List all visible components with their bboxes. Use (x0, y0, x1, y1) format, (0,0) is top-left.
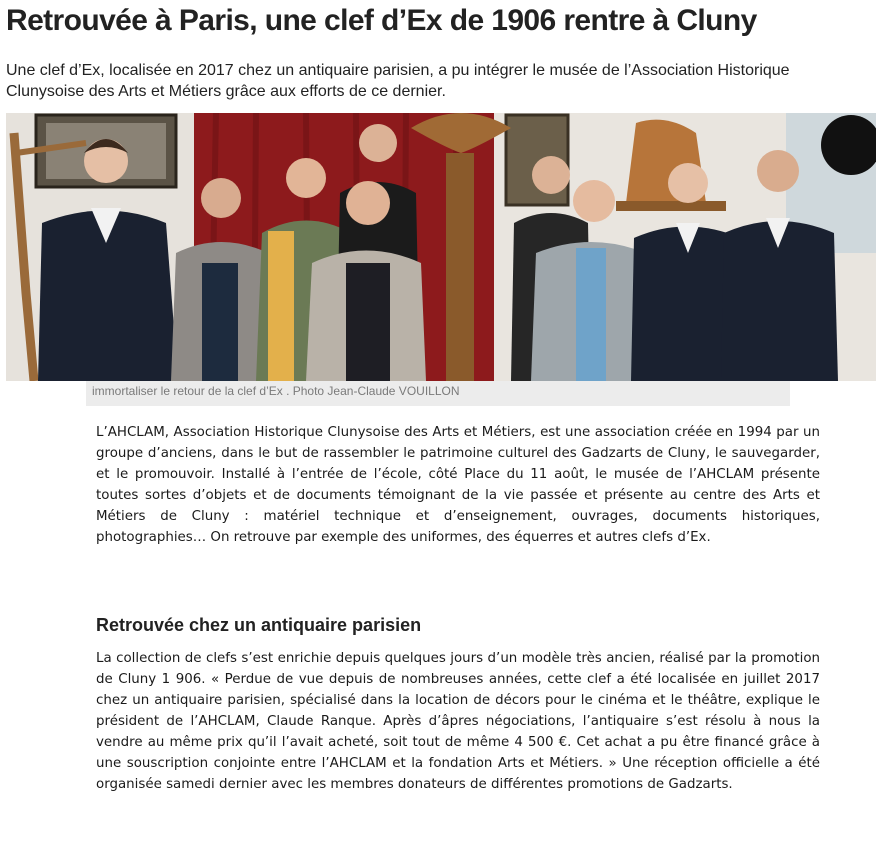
group-photo-illustration (6, 113, 876, 381)
paragraph-collection: La collection de clefs s’est enrichie depuis quelques jours d’un modèle très ancien, réalisé par la promotion de Cluny 1 906. « Perdue de vue depuis de nombreuses années, cette clef a été localisée en juillet 2017 chez un antiquaire parisien, spécialisé dans la location de décors pour le cinéma et le théâtre, explique le président de l’AHCLAM, Claude Ranque. Après d’âpres négociations, l’antiquaire s’est résolu à nous la vendre au même prix qu’il l’avait acheté, soit tout de même 4 500 €. Cet achat a pu être financé grâce à une souscription conjointe entre l’AHCLAM et la fondation Arts et Métiers. » Une réception officielle a été organisée samedi dernier avec les membres donateurs de différentes promotions de Gadzarts. (96, 651, 820, 792)
article-lede: Une clef d’Ex, localisée en 2017 chez un antiquaire parisien, a pu intégrer le musée de l’Association Historique Clunysoise des Arts et Métiers grâce aux efforts de ce dernier. (6, 62, 790, 100)
photo-caption: immortaliser le retour de la clef d’Ex . Photo Jean-Claude VOUILLON (92, 384, 460, 398)
article-title: Retrouvée à Paris, une clef d’Ex de 1906 rentre à Cluny (6, 4, 757, 37)
section-subheading: Retrouvée chez un antiquaire parisien (96, 615, 422, 635)
group-photo (6, 113, 876, 381)
paragraph-intro: L’AHCLAM, Association Historique Clunysoise des Arts et Métiers, est une association créée en 1994 par un groupe d’anciens, dans le but de rassembler le patrimoine culturel des Gadzarts de Cluny, le sauvegarder, et le promouvoir. Installé à l’entrée de l’école, côté Place du 11 août, le musée de l’AHCLAM présente toutes sortes d’objets et de documents témoignant de la vie passée et présente au centre des Arts et Métiers de Cluny : matériel technique et d’enseignement, ouvrages, documents historiques, photographies… On retrouve par exemple des uniformes, des équerres et autres clefs d’Ex. (96, 425, 820, 545)
